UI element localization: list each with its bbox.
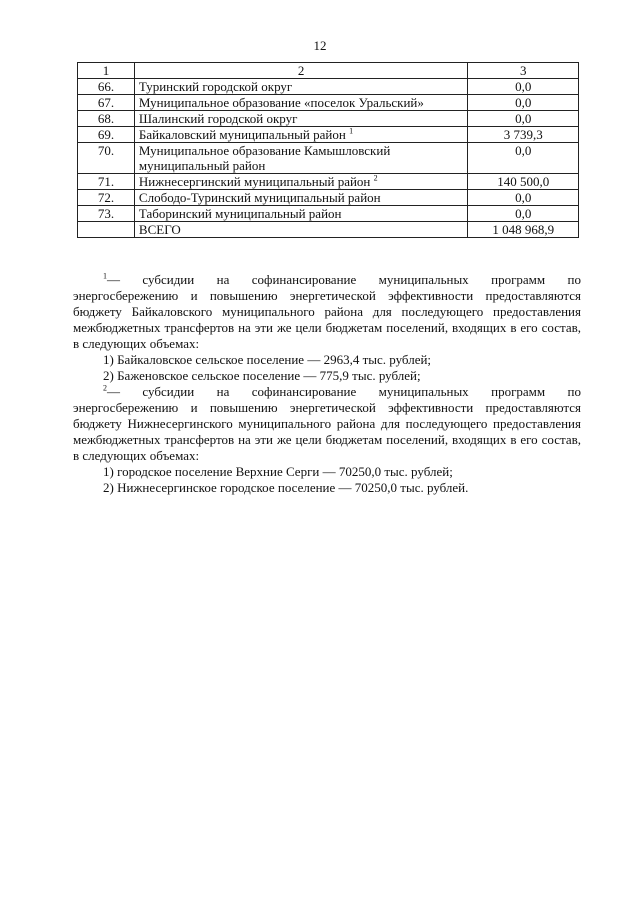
row-number: 67. [78, 95, 135, 111]
footnote-list-item: 1) Байкаловское сельское поселение — 2963,4 тыс. рублей; [103, 352, 432, 367]
footnote-text: энергосбережению и повышению энергетической эффективности предоставляются бюджету Нижнесергинского муниципального района для последующего предоставления межбюджетных трансфертов на эти же цели бюджетам поселений, входящих в его состав, в следующих объемах: [73, 400, 581, 463]
row-value: 1 048 968,9 [468, 222, 579, 238]
row-name: Муниципальное образование Камышловский муниципальный район [134, 143, 468, 174]
footnote-text: энергосбережению и повышению энергетической эффективности предоставляются бюджету Байкаловского муниципального района для последующего предоставления межбюджетных трансфертов на эти же цели бюджетам поселений, входящих в его состав, в следующих объемах: [73, 288, 581, 351]
header-cell-col1: 1 [78, 63, 135, 79]
footnote-marker: 1 [103, 271, 107, 281]
table-total-row [78, 222, 579, 238]
row-number: 73. [78, 206, 135, 222]
footnote-list-item: 2) Баженовское сельское поселение — 775,9 тыс. рублей; [103, 368, 421, 383]
subsidy-table [77, 62, 579, 238]
row-value: 0,0 [468, 79, 579, 95]
row-number: 72. [78, 190, 135, 206]
header-cell-col2: 2 [134, 63, 468, 79]
footnote-ref: 2 [373, 173, 378, 183]
row-number: 68. [78, 111, 135, 127]
footnote-first-line: $^2$— субсидии на софинансирование муниципальных программ по [103, 383, 581, 399]
table-header-row [78, 63, 579, 79]
table-row [78, 127, 579, 143]
row-number [78, 222, 135, 238]
row-value: 3 739,3 [468, 127, 579, 143]
footnote-list-item: 2) Нижнесергинское городское поселение — 70250,0 тыс. рублей. [103, 480, 469, 495]
footnote-ref: 1 [349, 126, 354, 136]
footnote-2 [73, 384, 581, 496]
row-value: 0,0 [468, 143, 579, 174]
footnote-marker: 2 [103, 383, 107, 393]
table-row [78, 143, 579, 174]
row-value: 0,0 [468, 95, 579, 111]
table-row [78, 79, 579, 95]
header-cell-col3: 3 [468, 63, 579, 79]
footnote-1 [73, 272, 581, 384]
row-number: 71. [78, 174, 135, 190]
table-row [78, 206, 579, 222]
row-name: Муниципальное образование «поселок Уральский» [134, 95, 468, 111]
row-value: 0,0 [468, 111, 579, 127]
row-name: Туринский городской округ [134, 79, 468, 95]
row-name: ВСЕГО [134, 222, 468, 238]
row-value: 140 500,0 [468, 174, 579, 190]
footnotes [73, 272, 581, 496]
table-row [78, 95, 579, 111]
table-row [78, 174, 579, 190]
table-row [78, 111, 579, 127]
page-number: 12 [313, 38, 327, 53]
row-name: Шалинский городской округ [134, 111, 468, 127]
row-number: 70. [78, 143, 135, 174]
row-name: Таборинский муниципальный район [134, 206, 468, 222]
row-number: 69. [78, 127, 135, 143]
footnote-list-item: 1) городское поселение Верхние Серги — 70250,0 тыс. рублей; [103, 464, 453, 479]
row-name: Нижнесергинский муниципальный район $^2$ [134, 174, 468, 190]
row-name: Байкаловский муниципальный район $^1$ [134, 127, 468, 143]
row-value: 0,0 [468, 190, 579, 206]
table-row [78, 190, 579, 206]
row-number: 66. [78, 79, 135, 95]
row-value: 0,0 [468, 206, 579, 222]
row-name: Слободо-Туринский муниципальный район [134, 190, 468, 206]
footnote-first-line: $^1$— субсидии на софинансирование муниципальных программ по [103, 271, 581, 287]
